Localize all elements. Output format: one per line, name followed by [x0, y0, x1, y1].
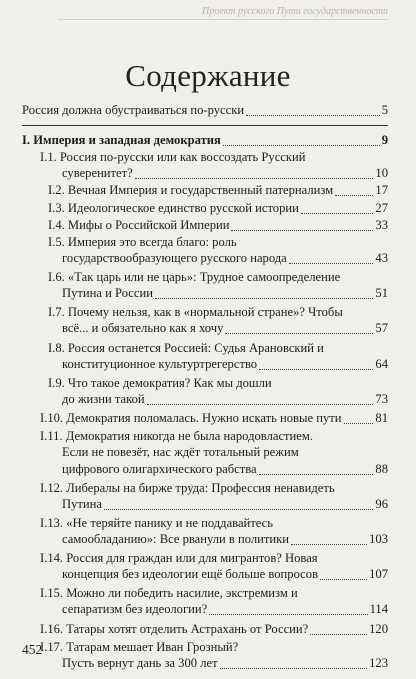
toc-entry-page: 9	[381, 133, 388, 147]
toc-entry-page: 96	[375, 497, 388, 511]
toc-entry-line	[0, 320, 416, 336]
toc-entry-title: конституционное культуртрегерство	[62, 357, 258, 371]
toc-entry-page: 10	[375, 166, 388, 180]
leader-dots	[291, 543, 367, 545]
leader-dots	[104, 508, 373, 510]
toc-entry-title: сепаратизм без идеологии?	[62, 602, 208, 616]
toc-entry-title: I.10. Демократия поломалась. Нужно искать новые пути	[40, 411, 342, 425]
toc-entry-title: I.6. «Так царь или не царь»: Трудное самоопределение	[48, 270, 341, 284]
toc-entry-title: цифрового олигархического рабства	[62, 462, 257, 476]
toc-entry-line	[0, 149, 416, 165]
toc-entry-title: I.1. Россия по-русски или как воссоздать Русский	[40, 150, 306, 164]
toc-entry-line	[0, 375, 416, 391]
leader-dots	[147, 403, 374, 405]
toc-entry-line	[0, 480, 416, 496]
toc-entry-title: I.4. Мифы о Российской Империи	[48, 218, 230, 232]
toc-entry-line	[0, 550, 416, 566]
leader-dots	[310, 633, 367, 635]
toc-entry-line	[0, 585, 416, 601]
toc-entry-page: 5	[381, 103, 388, 117]
toc-entry-title: I.8. Россия останется Россией: Судья Арановский и	[48, 341, 324, 355]
toc-entry-line	[0, 356, 416, 372]
leader-dots	[225, 332, 373, 334]
toc-entry-line	[0, 621, 416, 637]
toc-entry-line	[0, 461, 416, 477]
toc-entry-line	[0, 182, 416, 198]
leader-dots	[231, 229, 373, 231]
toc-entry-title: I.12. Либералы на бирже труда: Профессия ненавидеть	[40, 481, 335, 495]
leader-dots	[209, 613, 367, 615]
toc-entry-title: Если не повезёт, нас ждёт тотальный режим	[62, 445, 299, 459]
toc-entry-page: 103	[369, 532, 388, 546]
toc-entry-line	[0, 515, 416, 531]
toc-entry-page: 17	[375, 183, 388, 197]
leader-dots	[289, 262, 374, 264]
toc-entry-line	[0, 601, 416, 617]
leader-dots	[320, 578, 367, 580]
toc-entry-page: 88	[375, 462, 388, 476]
toc-entry-line	[0, 250, 416, 266]
toc-entry-line	[0, 566, 416, 582]
toc-entry-line	[0, 428, 416, 444]
leader-dots	[259, 368, 373, 370]
toc-entry-title: Россия должна обустраиваться по-русски	[22, 103, 245, 117]
toc-entry-page: 27	[375, 201, 388, 215]
section-divider	[22, 125, 388, 126]
leader-dots	[223, 144, 380, 146]
toc-entry-title: Пусть вернут дань за 300 лет	[62, 656, 218, 670]
toc-entry-title: до жизни такой	[62, 392, 145, 406]
toc-entry-title: Путина и России	[62, 286, 153, 300]
toc-entry-page: 107	[369, 567, 388, 581]
toc-entry-line	[0, 444, 416, 460]
leader-dots	[155, 297, 373, 299]
toc-entry-title: I. Империя и западная демократия	[22, 133, 221, 147]
toc-entry-title: I.5. Империя это всегда благо: роль	[48, 235, 237, 249]
toc-entry-title: самообладанию»: Все рванули в политики	[62, 532, 289, 546]
page-number: 452	[22, 642, 43, 657]
leader-dots	[344, 422, 374, 424]
toc-entry-title: I.3. Идеологическое единство русской истории	[48, 201, 299, 215]
toc-entry-page: 64	[375, 357, 388, 371]
toc-entry-page: 123	[369, 656, 388, 670]
toc-entry-title: I.17. Татарам мешает Иван Грозный?	[40, 640, 239, 654]
toc-entry-title: I.16. Татары хотят отделить Астрахань от России?	[40, 622, 309, 636]
toc-entry-title: I.2. Вечная Империя и государственный патернализм	[48, 183, 334, 197]
leader-dots	[301, 212, 374, 214]
toc-entry-title: всё... и обязательно как я хочу	[62, 321, 224, 335]
toc-entry-title: концепция без идеологии ещё больше вопросов	[62, 567, 319, 581]
toc-entry-line	[0, 531, 416, 547]
toc-entry-page: 33	[375, 218, 388, 232]
toc-entry-title: государствообразующего русского народа	[62, 251, 287, 265]
toc-entry-line	[0, 132, 416, 148]
toc-entry-line	[0, 496, 416, 512]
toc-entry-line	[0, 217, 416, 233]
toc-entry-line	[0, 234, 416, 250]
leader-dots	[259, 473, 374, 475]
toc-entry-line	[0, 410, 416, 426]
toc-entry-title: I.11. Демократия никогда не была народовластием.	[40, 429, 313, 443]
toc-entry-line	[0, 304, 416, 320]
toc-entry-page: 51	[375, 286, 388, 300]
toc-entry-page: 81	[375, 411, 388, 425]
running-header: Проект русского Пути государственности	[58, 6, 388, 20]
leader-dots	[135, 177, 374, 179]
toc-entry-page: 43	[375, 251, 388, 265]
toc-entry-title: I.14. Россия для граждан или для мигрантов? Новая	[40, 551, 318, 565]
toc-entry-title: Путина	[62, 497, 102, 511]
toc-entry-line	[0, 655, 416, 671]
toc-entry-line	[0, 200, 416, 216]
toc-entry-title: суверенитет?	[62, 166, 133, 180]
toc-entry-line	[0, 285, 416, 301]
toc-entry-line	[0, 391, 416, 407]
toc-entry-page: 120	[369, 622, 388, 636]
toc-entry-title: I.15. Можно ли победить насилие, экстремизм и	[40, 586, 298, 600]
leader-dots	[335, 194, 373, 196]
toc-entry-page: 73	[375, 392, 388, 406]
toc-entry-page: 57	[375, 321, 388, 335]
toc-entry-line	[0, 165, 416, 181]
leader-dots	[246, 114, 380, 116]
toc-entry-page: 114	[369, 602, 388, 616]
toc-entry-line	[0, 102, 416, 118]
leader-dots	[220, 667, 368, 669]
page-title: Содержание	[125, 58, 291, 93]
toc-entry-title: I.7. Почему нельзя, как в «нормальной стране»? Чтобы	[48, 305, 343, 319]
toc-entry-line	[0, 639, 416, 655]
toc-entry-line	[0, 269, 416, 285]
toc-entry-title: I.13. «Не теряйте панику и не поддавайтесь	[40, 516, 274, 530]
toc-entry-title: I.9. Что такое демократия? Как мы дошли	[48, 376, 272, 390]
toc-entry-line	[0, 340, 416, 356]
